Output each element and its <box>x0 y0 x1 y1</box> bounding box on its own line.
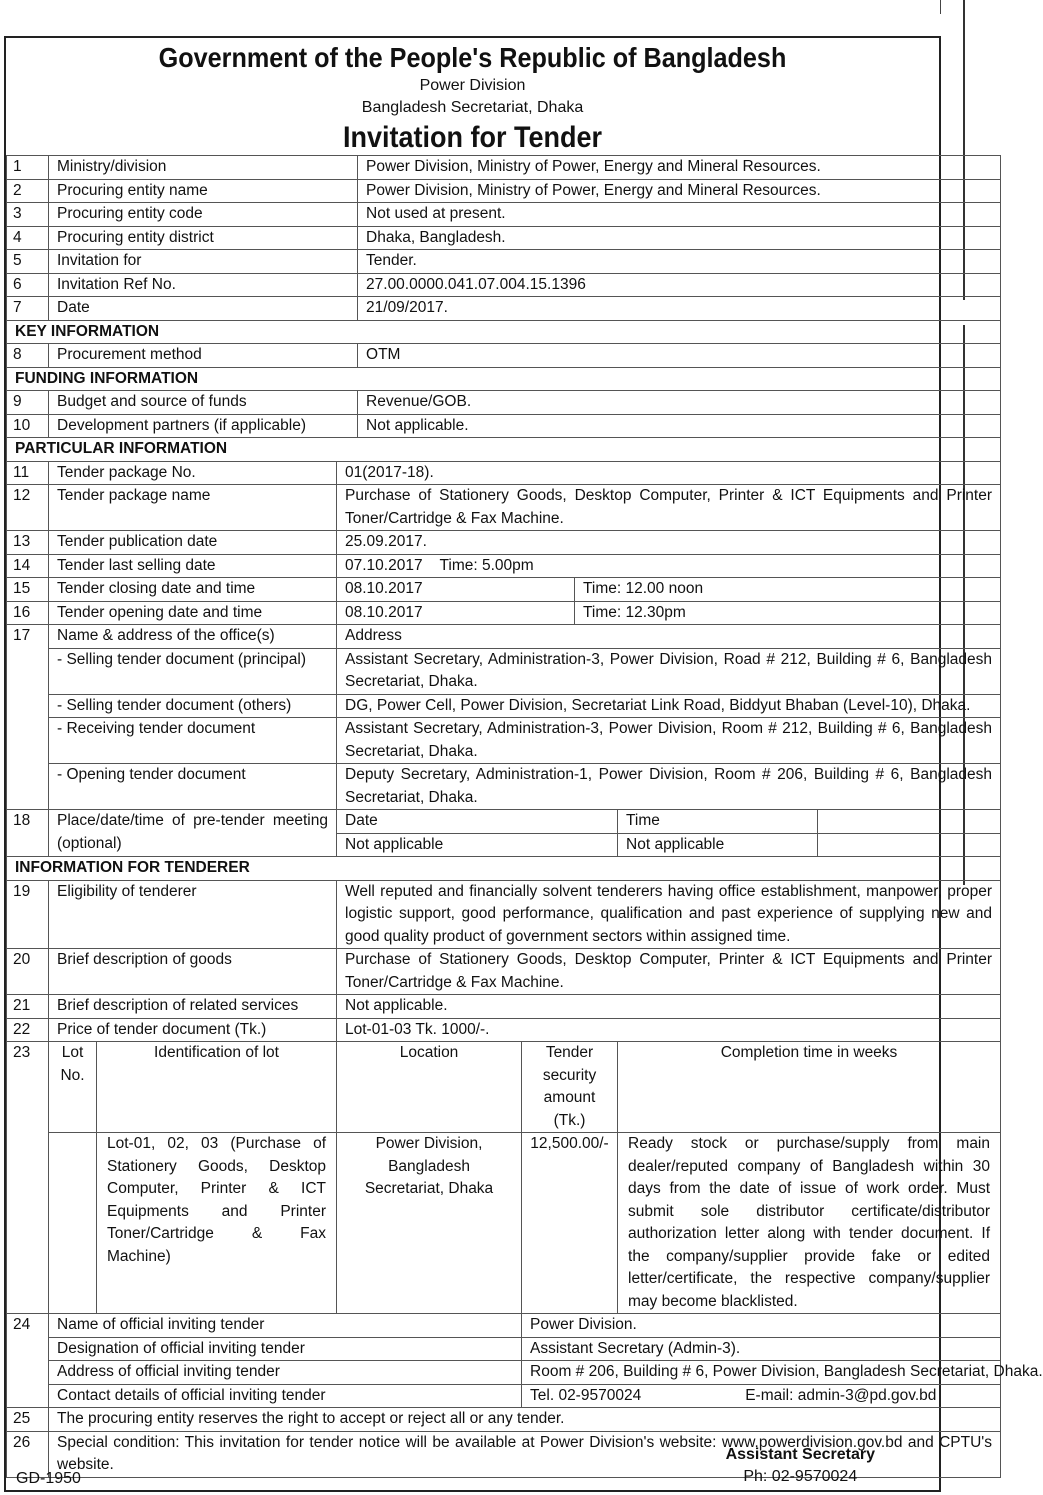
sub-row-value: DG, Power Cell, Power Division, Secretariat Link Road, Biddyut Bhaban (Level-10), Dhaka. <box>337 694 1001 718</box>
table-row <box>7 250 1001 274</box>
row-label: Tender publication date <box>49 531 337 555</box>
row-value: Revenue/GOB. <box>358 391 1001 415</box>
completion-time: Ready stock or purchase/supply from main dealer/reputed company of Bangladesh within 30 days from the date of issue of work order. Must submit sole distributor certificate/distributor authorization letter along with tender document. If the company/supplier provide fake or edited letter/certificate, the respective company/supplier may become blacklisted. <box>618 1133 1001 1314</box>
section-particular-information: PARTICULAR INFORMATION <box>7 438 1001 462</box>
table-row <box>7 203 1001 227</box>
row-value: Not applicable. <box>358 414 1001 438</box>
identification-header: Identification of lot <box>97 1042 337 1133</box>
row-value: Purchase of Stationery Goods, Desktop Computer, Printer & ICT Equipments and Printer Toner/Cartridge & Fax Machine. <box>337 485 1001 531</box>
row-label: Date <box>49 297 358 321</box>
table-row <box>7 273 1001 297</box>
notice-header <box>6 41 939 155</box>
row-number: 6 <box>7 273 49 297</box>
table-row <box>7 297 1001 321</box>
table-row <box>7 554 1001 578</box>
row-number: 3 <box>7 203 49 227</box>
empty-cell <box>49 1133 97 1314</box>
section-heading <box>7 438 1001 462</box>
row-label: Invitation Ref No. <box>49 273 358 297</box>
row-date: 08.10.2017 <box>337 601 575 625</box>
lot-no-header: Lot No. <box>49 1042 97 1133</box>
row-number: 12 <box>7 485 49 531</box>
table-row <box>7 1361 1001 1385</box>
row-value: 27.00.0000.041.07.004.15.1396 <box>358 273 1001 297</box>
sub-row-value: Deputy Secretary, Administration-1, Power Division, Room # 206, Building # 6, Bangladesh Secretariat, Dhaka. <box>337 764 1001 810</box>
table-row <box>7 718 1001 764</box>
row-number: 4 <box>7 226 49 250</box>
table-row <box>7 578 1001 602</box>
table-row <box>7 391 1001 415</box>
sub-row-value: Assistant Secretary, Administration-3, Power Division, Room # 212, Building # 6, Bangladesh Secretariat, Dhaka. <box>337 718 1001 764</box>
table-row <box>7 949 1001 995</box>
sub-row-label: - Selling tender document (others) <box>49 694 337 718</box>
top-border <box>4 0 941 14</box>
row-number: 8 <box>7 344 49 368</box>
row-label: Brief description of goods <box>49 949 337 995</box>
row-value: OTM <box>358 344 1001 368</box>
row-value: Room # 206, Building # 6, Power Division, Bangladesh Secretariat, Dhaka. <box>522 1361 1001 1385</box>
table-row <box>7 485 1001 531</box>
row-number: 14 <box>7 554 49 578</box>
sub-row-value: Assistant Secretary, Administration-3, Power Division, Road # 212, Building # 6, Bangladesh Secretariat, Dhaka. <box>337 648 1001 694</box>
gd-code: GD-1950 <box>16 1470 81 1487</box>
row-number: 5 <box>7 250 49 274</box>
table-row <box>7 810 1001 834</box>
table-row <box>7 625 1001 649</box>
row-number: 15 <box>7 578 49 602</box>
row-number: 23 <box>7 1042 49 1314</box>
row-label: Eligibility of tenderer <box>49 880 337 949</box>
contact-email: E-mail: admin-3@pd.gov.bd <box>745 1386 937 1404</box>
row-value: Power Division, Ministry of Power, Energy and Mineral Resources. <box>358 179 1001 203</box>
row-label: Place/date/time of pre-tender meeting (optional) <box>49 810 337 857</box>
government-title: Government of the People's Republic of Bangladesh <box>158 42 787 73</box>
time-value: Not applicable <box>618 833 818 857</box>
table-row <box>7 1408 1001 1432</box>
section-heading <box>7 857 1001 881</box>
table-row <box>7 1133 1001 1314</box>
row-label: Contact details of official inviting tender <box>49 1384 522 1408</box>
row-label: Price of tender document (Tk.) <box>49 1018 337 1042</box>
empty-cell <box>818 833 1001 857</box>
row-label: Tender package No. <box>49 461 337 485</box>
security-header: Tender security amount (Tk.) <box>522 1042 618 1133</box>
row-number: 24 <box>7 1314 49 1408</box>
row-value: Power Division. <box>522 1314 1001 1338</box>
row-value: Special condition: This invitation for tender notice will be available at Power Division's website: www.powerdivision.gov.bd and CPTU's website. <box>49 1431 1001 1477</box>
table-row <box>7 344 1001 368</box>
section-heading <box>7 320 1001 344</box>
row-number: 19 <box>7 880 49 949</box>
row-label: Procurement method <box>49 344 358 368</box>
lot-location: Power Division, Bangladesh Secretariat, Dhaka <box>337 1133 522 1314</box>
row-label: Address of official inviting tender <box>49 1361 522 1385</box>
row-label: Procuring entity district <box>49 226 358 250</box>
table-row <box>7 179 1001 203</box>
row-value: Not used at present. <box>358 203 1001 227</box>
row-number: 21 <box>7 995 49 1019</box>
division-name: Power Division <box>419 77 526 94</box>
section-heading <box>7 367 1001 391</box>
table-row <box>7 414 1001 438</box>
row-value: Power Division, Ministry of Power, Energy and Mineral Resources. <box>358 156 1001 180</box>
division-address: Bangladesh Secretariat, Dhaka <box>361 99 584 116</box>
row-number: 20 <box>7 949 49 995</box>
row-label: Tender opening date and time <box>49 601 337 625</box>
row-number: 25 <box>7 1408 49 1432</box>
sub-row-label: - Selling tender document (principal) <box>49 648 337 694</box>
table-row <box>7 461 1001 485</box>
row-label: Name of official inviting tender <box>49 1314 522 1338</box>
signatory-title: Assistant Secretary <box>725 1446 875 1463</box>
section-key-information: KEY INFORMATION <box>7 320 1001 344</box>
row-number: 17 <box>7 625 49 810</box>
row-number: 7 <box>7 297 49 321</box>
row-label: Budget and source of funds <box>49 391 358 415</box>
table-row <box>7 880 1001 949</box>
tender-table <box>6 155 1043 1478</box>
row-label: Designation of official inviting tender <box>49 1337 522 1361</box>
row-value: 07.10.2017 Time: 5.00pm <box>337 554 1001 578</box>
table-row <box>7 1337 1001 1361</box>
row-label: Development partners (if applicable) <box>49 414 358 438</box>
row-number: 26 <box>7 1431 49 1477</box>
row-number: 18 <box>7 810 49 857</box>
table-row <box>7 995 1001 1019</box>
time-header: Time <box>618 810 818 834</box>
row-value: Lot-01-03 Tk. 1000/-. <box>337 1018 1001 1042</box>
table-row <box>7 601 1001 625</box>
table-row <box>7 1384 1001 1408</box>
row-number: 13 <box>7 531 49 555</box>
row-number: 22 <box>7 1018 49 1042</box>
row-label: Brief description of related services <box>49 995 337 1019</box>
row-value: 01(2017-18). <box>337 461 1001 485</box>
sub-row-label: - Opening tender document <box>49 764 337 810</box>
row-value: Tender. <box>358 250 1001 274</box>
row-time: Time: 12.00 noon <box>575 578 1001 602</box>
row-time: Time: 12.30pm <box>575 601 1001 625</box>
table-row <box>7 1314 1001 1338</box>
row-label: Tender closing date and time <box>49 578 337 602</box>
table-row <box>7 1018 1001 1042</box>
row-label: Procuring entity name <box>49 179 358 203</box>
row-value: Assistant Secretary (Admin-3). <box>522 1337 1001 1361</box>
signature-block <box>726 1444 875 1488</box>
row-number: 1 <box>7 156 49 180</box>
row-value: 25.09.2017. <box>337 531 1001 555</box>
contact-phone: Tel. 02-9570024 <box>530 1386 642 1404</box>
row-value: 21/09/2017. <box>358 297 1001 321</box>
table-row <box>7 694 1001 718</box>
table-row <box>7 156 1001 180</box>
table-row <box>7 226 1001 250</box>
table-row <box>7 1042 1001 1133</box>
row-value: The procuring entity reserves the right to accept or reject all or any tender. <box>49 1408 1001 1432</box>
table-row <box>7 531 1001 555</box>
location-header: Location <box>337 1042 522 1133</box>
row-label: Ministry/division <box>49 156 358 180</box>
signatory-phone: Ph: 02-9570024 <box>743 1468 858 1485</box>
date-header: Date <box>337 810 618 834</box>
row-number: 9 <box>7 391 49 415</box>
row-label: Invitation for <box>49 250 358 274</box>
row-label: Procuring entity code <box>49 203 358 227</box>
row-value: Purchase of Stationery Goods, Desktop Computer, Printer & ICT Equipments and Printer Toner/Cartridge & Fax Machine. <box>337 949 1001 995</box>
empty-cell <box>818 810 1001 834</box>
row-number: 2 <box>7 179 49 203</box>
row-date: 08.10.2017 <box>337 578 575 602</box>
lot-identification: Lot-01, 02, 03 (Purchase of Stationery Goods, Desktop Computer, Printer & ICT Equipments and Printer Toner/Cartridge & Fax Machine) <box>97 1133 337 1314</box>
row-value: Not applicable. <box>337 995 1001 1019</box>
row-label: Tender last selling date <box>49 554 337 578</box>
row-value: Dhaka, Bangladesh. <box>358 226 1001 250</box>
row-number: 10 <box>7 414 49 438</box>
row-value: Address <box>337 625 1001 649</box>
security-amount: 12,500.00/- <box>522 1133 618 1314</box>
row-number: 16 <box>7 601 49 625</box>
date-value: Not applicable <box>337 833 618 857</box>
row-label: Tender package name <box>49 485 337 531</box>
table-row <box>7 764 1001 810</box>
row-number: 11 <box>7 461 49 485</box>
tender-notice <box>4 36 1043 1492</box>
section-information-for-tenderer: INFORMATION FOR TENDERER <box>7 857 1001 881</box>
row-value: Well reputed and financially solvent tenderers having office establishment, manpower, proper logistic support, good performance, qualification and past experience of supplying new and good quality product of government sectors within assigned time. <box>337 880 1001 949</box>
completion-header: Completion time in weeks <box>618 1042 1001 1133</box>
table-row <box>7 648 1001 694</box>
sub-row-label: - Receiving tender document <box>49 718 337 764</box>
row-label: Name & address of the office(s) <box>49 625 337 649</box>
notice-title: Invitation for Tender <box>342 121 603 154</box>
section-funding-information: FUNDING INFORMATION <box>7 367 1001 391</box>
contact-value <box>522 1384 1001 1408</box>
